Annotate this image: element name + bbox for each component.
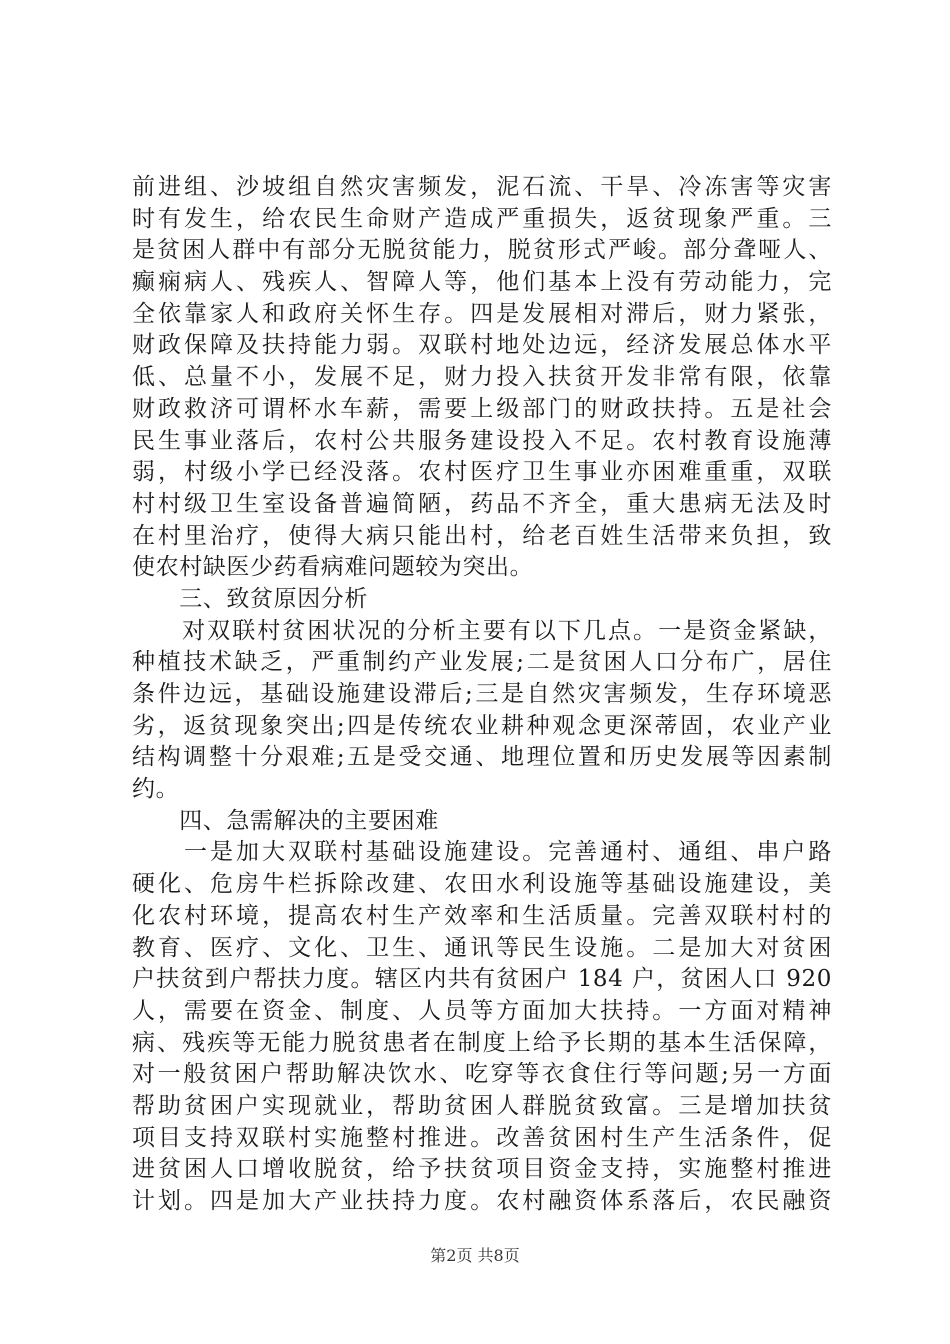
text-line: 时有发生，给农民生命财产造成严重损失，返贫现象严重。三 xyxy=(132,205,832,232)
text-line: 帮助贫困户实现就业，帮助贫困人群脱贫致富。三是增加扶贫 xyxy=(132,1092,832,1119)
text-line: 低、总量不小，发展不足，财力投入扶贫开发非常有限，依靠 xyxy=(132,364,832,391)
section-heading: 四、急需解决的主要困难 xyxy=(132,807,439,834)
text-line: 条件边远，基础设施建设滞后;三是自然灾害频发，生存环境恶 xyxy=(132,681,832,707)
text-line: 使农村缺医少药看病难问题较为突出。 xyxy=(132,554,534,581)
text-line: 教育、医疗、文化、卫生、通讯等民生设施。二是加大对贫困 xyxy=(132,934,832,961)
text-line: 癫痫病人、残疾人、智障人等，他们基本上没有劳动能力，完 xyxy=(132,269,832,296)
text-line: 化农村环境，提高农村生产效率和生活质量。完善双联村村的 xyxy=(132,902,832,929)
page-footer: 第2页 共8页 xyxy=(430,1246,520,1265)
section-heading: 三、致贫原因分析 xyxy=(132,585,368,612)
text-line: 种植技术缺乏，严重制约产业发展;二是贫困人口分布广，居住 xyxy=(132,649,832,676)
text-line: 项目支持双联村实施整村推进。改善贫困村生产生活条件，促 xyxy=(132,1124,832,1151)
text-line: 财政救济可谓杯水车薪，需要上级部门的财政扶持。五是社会 xyxy=(132,395,832,422)
text-line: 在村里治疗，使得大病只能出村，给老百姓生活带来负担，致 xyxy=(132,522,832,549)
text-line: 一是加大双联村基础设施建设。完善通村、通组、串户路 xyxy=(132,839,832,866)
text-line: 进贫困人口增收脱贫，给予扶贫项目资金支持，实施整村推进 xyxy=(132,1156,832,1183)
document-body xyxy=(132,172,832,1218)
text-line: 弱，村级小学已经没落。农村医疗卫生事业亦困难重重，双联 xyxy=(132,459,832,486)
text-line: 硬化、危房牛栏拆除改建、农田水利设施等基础设施建设，美 xyxy=(132,871,832,898)
text-line: 户扶贫到户帮扶力度。辖区内共有贫困户 184 户，贫困人口 920 xyxy=(132,966,832,993)
text-line: 人，需要在资金、制度、人员等方面加大扶持。一方面对精神 xyxy=(132,997,832,1024)
text-line: 劣，返贫现象突出;四是传统农业耕种观念更深蒂固，农业产业 xyxy=(132,712,832,739)
text-line: 全依靠家人和政府关怀生存。四是发展相对滞后，财力紧张， xyxy=(132,300,832,327)
text-line: 对双联村贫困状况的分析主要有以下几点。一是资金紧缺， xyxy=(132,617,832,644)
text-line: 前进组、沙坡组自然灾害频发，泥石流、干旱、冷冻害等灾害 xyxy=(132,174,832,200)
text-line: 结构调整十分艰难;五是受交通、地理位置和历史发展等因素制 xyxy=(132,744,832,771)
text-line: 民生事业落后，农村公共服务建设投入不足。农村教育设施薄 xyxy=(132,427,832,454)
text-line: 计划。四是加大产业扶持力度。农村融资体系落后，农民融资 xyxy=(132,1188,832,1214)
text-line: 村村级卫生室设备普遍简陋，药品不齐全，重大患病无法及时 xyxy=(132,490,832,517)
text-line: 是贫困人群中有部分无脱贫能力，脱贫形式严峻。部分聋哑人、 xyxy=(132,237,832,264)
text-line: 财政保障及扶持能力弱。双联村地处边远，经济发展总体水平 xyxy=(132,332,832,359)
text-line: 对一般贫困户帮助解决饮水、吃穿等衣食住行等问题;另一方面 xyxy=(132,1061,832,1088)
text-line: 病、残疾等无能力脱贫患者在制度上给予长期的基本生活保障， xyxy=(132,1029,832,1056)
text-line: 约。 xyxy=(132,776,180,803)
